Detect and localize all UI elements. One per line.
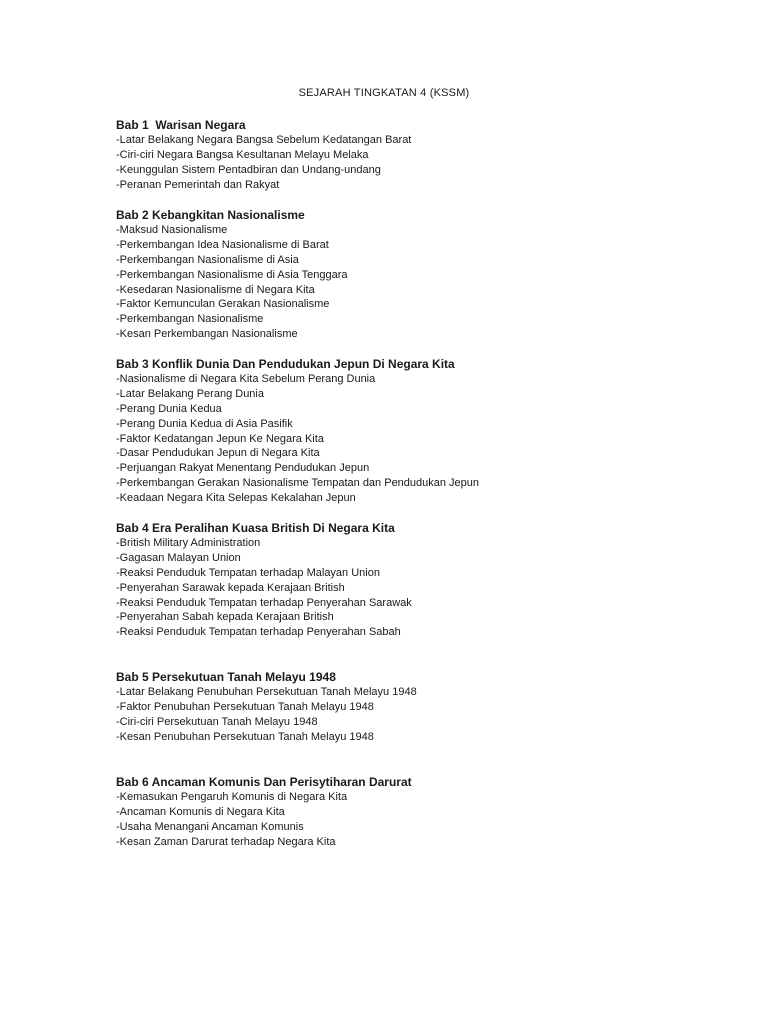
topic-item: -Perkembangan Nasionalisme di Asia Tenggara [116,268,348,281]
chapter-heading: Bab 6 Ancaman Komunis Dan Perisytiharan Darurat [116,775,412,789]
topic-item: -Usaha Menangani Ancaman Komunis [116,820,304,833]
topic-item: -Ancaman Komunis di Negara Kita [116,805,285,818]
topic-item: -Perkembangan Nasionalisme [116,313,264,326]
topic-item: -Ciri-ciri Negara Bangsa Kesultanan Melayu Melaka [116,148,369,161]
topic-item: -Maksud Nasionalisme [116,224,228,236]
topic-item: -Faktor Kemunculan Gerakan Nasionalisme [116,298,330,311]
topic-item: -Penyerahan Sabah kepada Kerajaan British [116,611,334,624]
topic-list [116,372,736,506]
topic-item: -Faktor Kedatangan Jepun Ke Negara Kita [116,432,324,445]
topic-item: -Ciri-ciri Persekutuan Tanah Melayu 1948 [116,715,318,728]
chapter-heading: Bab 5 Persekutuan Tanah Melayu 1948 [116,670,336,684]
chapter-4 [116,521,736,640]
topic-item: -Reaksi Penduduk Tempatan terhadap Penyerahan Sarawak [116,596,412,609]
topic-item: -Nasionalisme di Negara Kita Sebelum Perang Dunia [116,373,376,385]
chapter-heading: Bab 4 Era Peralihan Kuasa British Di Negara Kita [116,521,395,535]
topic-item: -Faktor Penubuhan Persekutuan Tanah Melayu 1948 [116,700,374,713]
topic-item: -Reaksi Penduduk Tempatan terhadap Malayan Union [116,566,380,579]
chapter-5 [116,670,736,745]
topic-item: -Kesedaran Nasionalisme di Negara Kita [116,283,315,296]
topic-item: -Latar Belakang Penubuhan Persekutuan Tanah Melayu 1948 [116,686,417,698]
page-title: SEJARAH TINGKATAN 4 (KSSM) [298,87,470,99]
chapter-6 [116,775,736,850]
topic-item: -Kesan Penubuhan Persekutuan Tanah Melayu 1948 [116,730,374,743]
topic-item: -Kesan Zaman Darurat terhadap Negara Kita [116,835,336,848]
topic-item: -Latar Belakang Negara Bangsa Sebelum Kedatangan Barat [116,134,412,146]
topic-item: -Perang Dunia Kedua di Asia Pasifik [116,417,293,430]
topic-item: -Perkembangan Gerakan Nasionalisme Tempatan dan Pendudukan Jepun [116,477,480,490]
chapter-heading: Bab 2 Kebangkitan Nasionalisme [116,208,305,222]
chapter-3 [116,357,736,506]
topic-item: -Keunggulan Sistem Pentadbiran dan Undang-undang [116,163,381,176]
topic-item: -Gagasan Malayan Union [116,551,241,564]
topic-list [116,790,736,850]
topic-list [116,223,736,342]
topic-item: -Kemasukan Pengaruh Komunis di Negara Kita [116,791,348,803]
topic-list [116,685,736,745]
topic-item: -British Military Administration [116,537,261,549]
topic-item: -Peranan Pemerintah dan Rakyat [116,178,280,191]
topic-item: -Perjuangan Rakyat Menentang Pendudukan Jepun [116,462,370,475]
chapter-2 [116,208,736,342]
topic-item: -Perkembangan Nasionalisme di Asia [116,253,299,266]
topic-item: -Latar Belakang Perang Dunia [116,387,264,400]
topic-item: -Perang Dunia Kedua [116,402,222,415]
topic-list [116,133,736,193]
topic-item: -Keadaan Negara Kita Selepas Kekalahan Jepun [116,492,356,505]
topic-item: -Dasar Pendudukan Jepun di Negara Kita [116,447,320,460]
topic-list [116,536,736,640]
chapter-heading: Bab 3 Konflik Dunia Dan Pendudukan Jepun Di Negara Kita [116,357,455,371]
chapter-heading: Bab 1 Warisan Negara [116,118,246,132]
topic-item: -Kesan Perkembangan Nasionalisme [116,328,298,341]
topic-item: -Perkembangan Idea Nasionalisme di Barat [116,238,329,251]
topic-item: -Penyerahan Sarawak kepada Kerajaan British [116,581,345,594]
chapter-1 [116,118,736,193]
topic-item: -Reaksi Penduduk Tempatan terhadap Penyerahan Sabah [116,626,401,639]
